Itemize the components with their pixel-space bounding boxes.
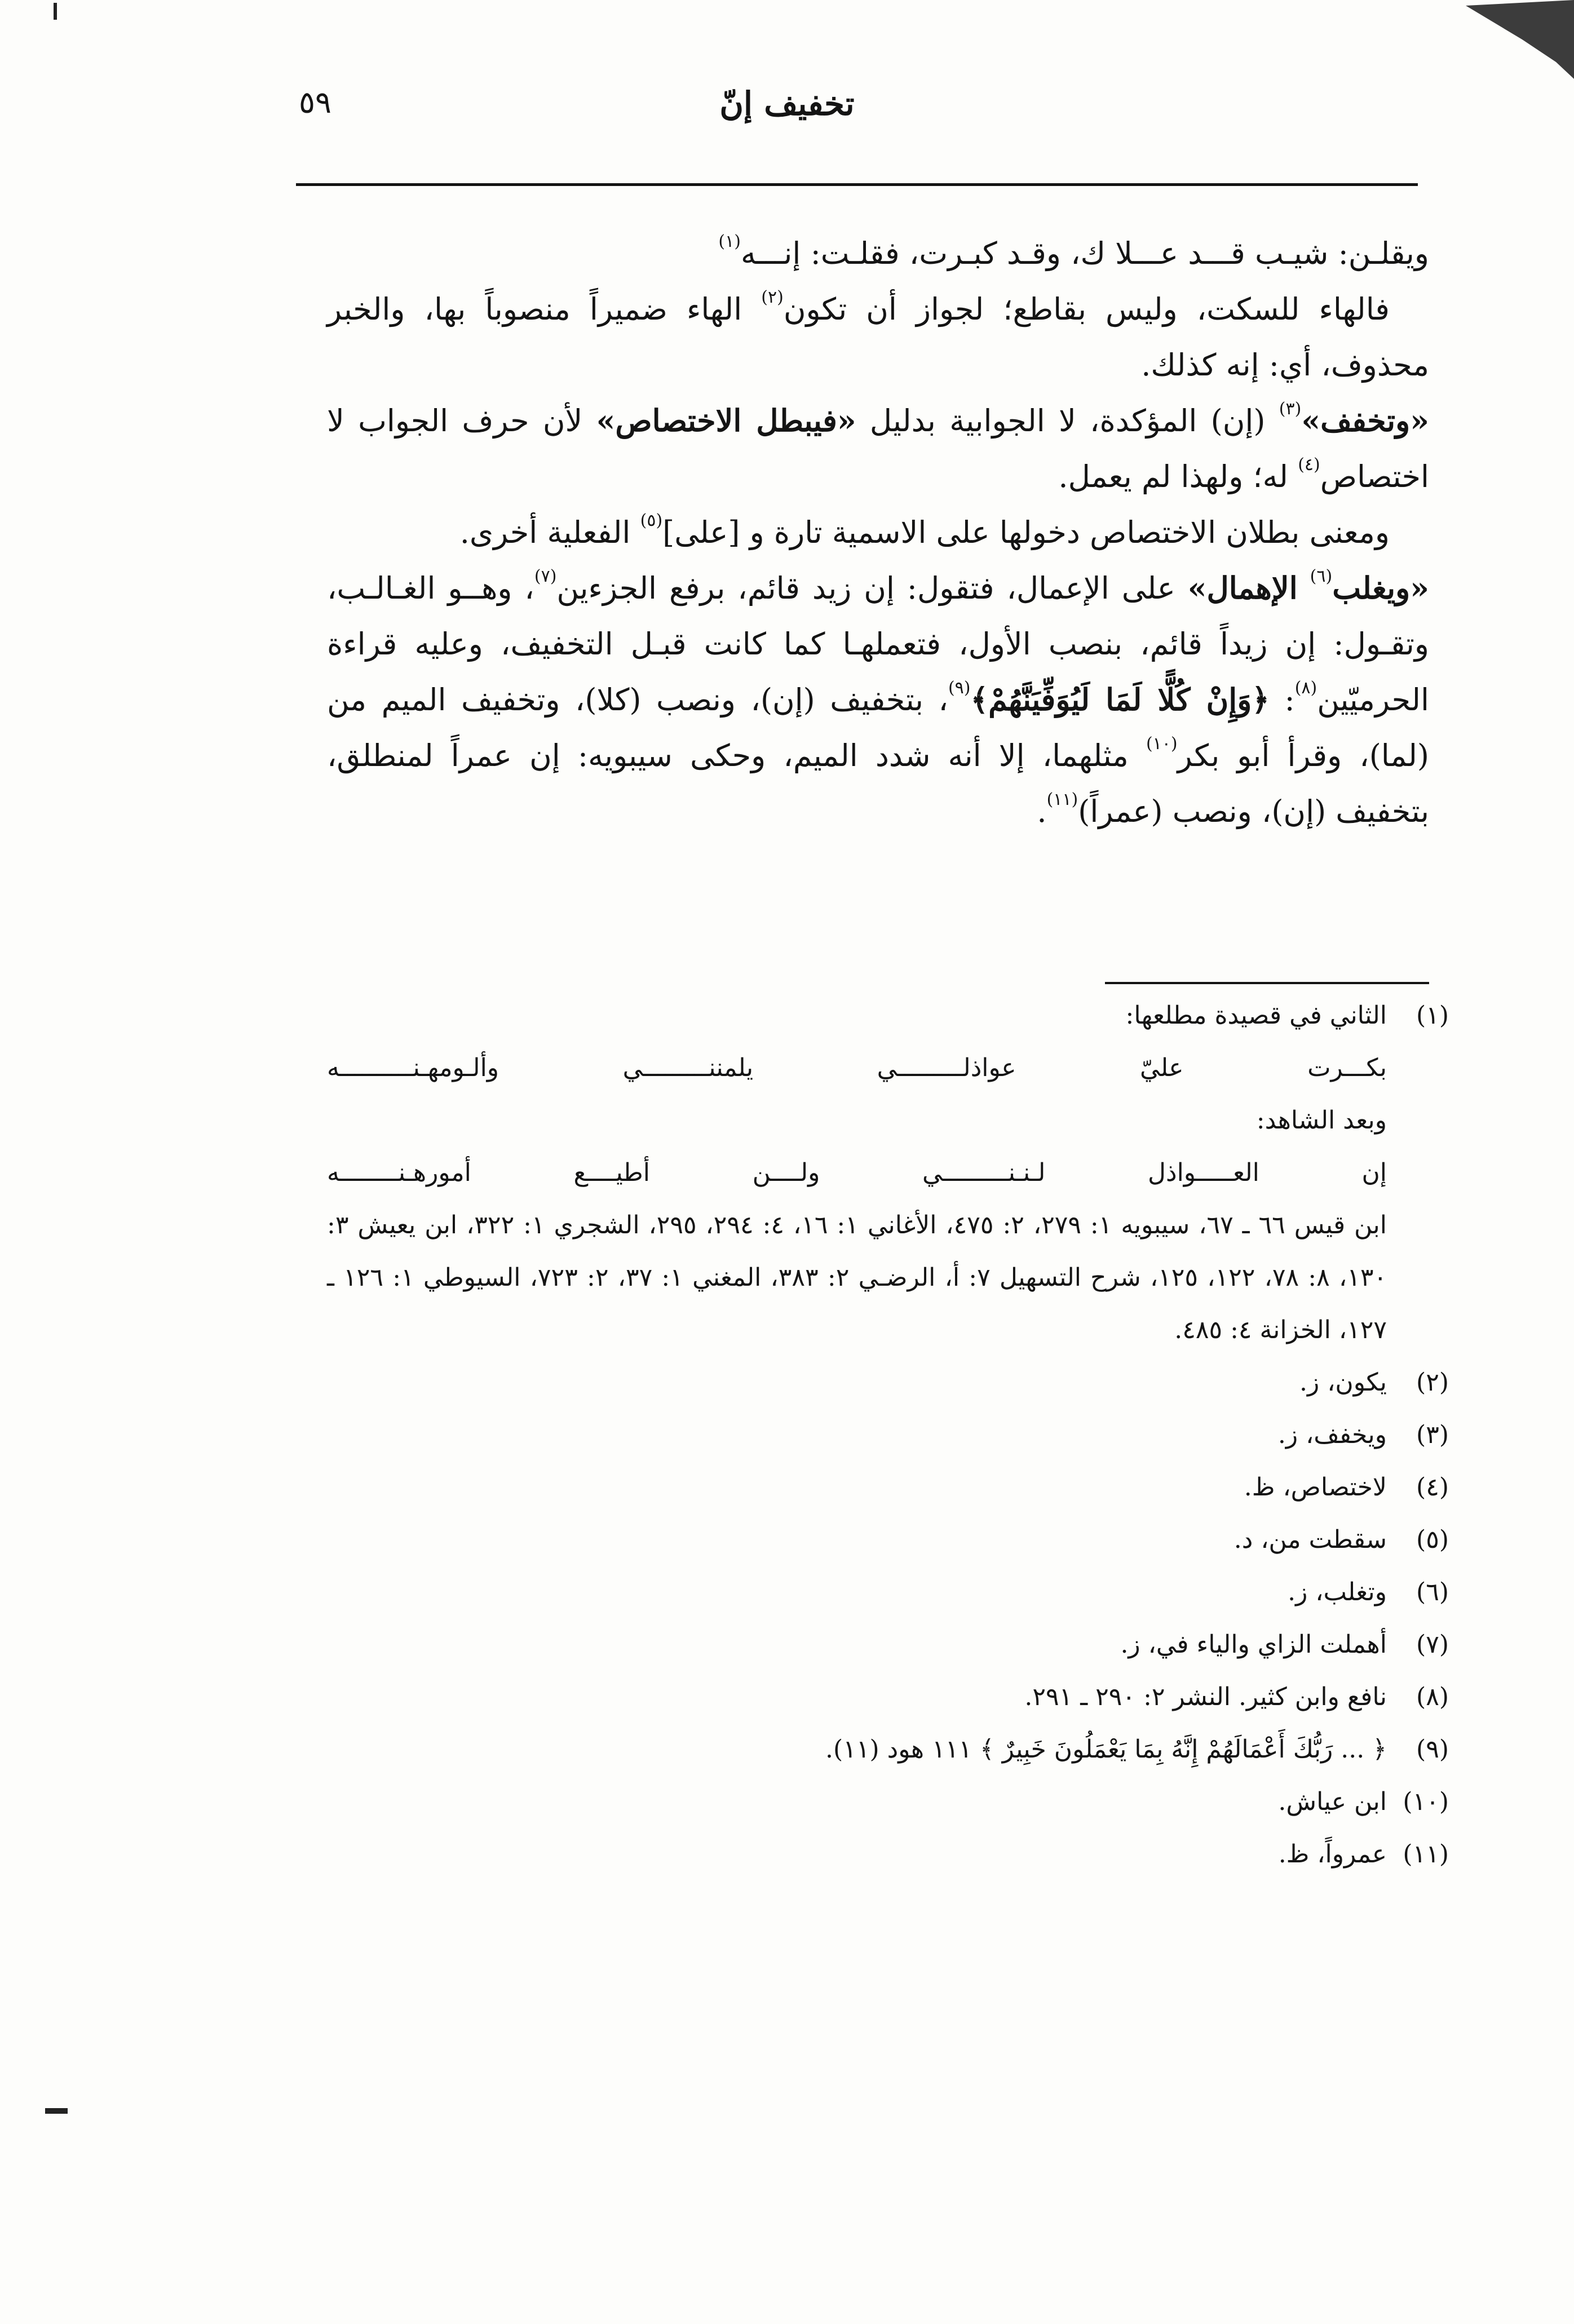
footnote-text: وتغلب، ز. — [1288, 1578, 1387, 1606]
verse-line: ويقلـن: شيـب قـــد عـــلا ك، وقـد كبـرت، فقلـت: إنـــه$^{(١)}$ — [718, 232, 1429, 271]
footnotes — [327, 989, 1449, 1880]
footnote-text: ويخفف، ز. — [1277, 1420, 1387, 1449]
footnote-text: أهملت الزاي والياء في، ز. — [1120, 1630, 1387, 1659]
matn-term: «فيبطل الاختصاص» — [596, 402, 856, 439]
footnote-ref: (١١) — [1046, 790, 1078, 809]
footnote-number: (٤) — [1416, 1473, 1449, 1502]
edge-mark — [54, 3, 57, 20]
footnote — [327, 1618, 1449, 1671]
footnote-number: (١) — [1416, 1001, 1449, 1030]
footnote-text: ﴿ ... رَبُّكَ أَعْمَالَهُمْ إِنَّهُ بِمَا يَعْمَلُونَ خَبِيرٌ ﴾ ١١١ هود (١١). — [825, 1735, 1387, 1764]
footnote-number: (٥) — [1416, 1525, 1449, 1554]
footnote-number: (٩) — [1416, 1735, 1449, 1764]
paragraph: ومعنى بطلان الاختصاص دخولها على الاسمية تارة و [على]$^{(٥)}$ الفعلية أخرى. — [459, 511, 1390, 550]
footnote-number: (٦) — [1416, 1578, 1449, 1606]
verse-word: أطيــــع — [573, 1158, 651, 1187]
matn-term: «ويغلب — [1332, 570, 1429, 606]
footnote-text: لاختصاص، ظ. — [1244, 1473, 1387, 1502]
verse-word: العـــــواذل — [1148, 1158, 1259, 1187]
poem-verse — [327, 1146, 1449, 1199]
footnote-ref: (٨) — [1294, 678, 1317, 698]
main-text — [327, 225, 1429, 839]
footnote-text: ابن عياش. — [1278, 1787, 1387, 1816]
footnote-number: (١١) — [1403, 1840, 1449, 1869]
page-number: ٥٩ — [299, 85, 332, 120]
footnote-number: (٧) — [1416, 1630, 1449, 1659]
footnote-text: نافع وابن كثير. النشر ٢: ٢٩٠ ـ ٢٩١. — [1024, 1683, 1387, 1711]
footnote-ref: (١) — [718, 232, 741, 251]
paragraph: فالهاء للسكت، وليس بقاطع؛ لجواز أن تكون$^{(٢)}$ الهاء ضميراً منصوباً بها، والخبر محذوف، أي: إنه كذلك. — [327, 287, 1429, 383]
footnote-number: (٨) — [1416, 1683, 1449, 1711]
footnote — [327, 1513, 1449, 1566]
footnote-ref: (٦) — [1310, 566, 1333, 586]
footnote — [327, 1409, 1449, 1461]
footnote — [327, 1828, 1449, 1880]
verse-word: عليّ — [1140, 1053, 1184, 1082]
verse-word: إن — [1361, 1158, 1387, 1187]
footnote-ref: (١٠) — [1146, 734, 1178, 754]
footnote-ref: (٧) — [534, 566, 557, 586]
footnote — [327, 1723, 1449, 1776]
footnote — [327, 1461, 1449, 1513]
verse-word: لـنـنـــــــــي — [922, 1158, 1046, 1187]
footnote-text: وبعد الشاهد: — [1256, 1106, 1387, 1135]
matn-term: «وتخفف» — [1301, 402, 1430, 439]
footnote-divider — [1105, 982, 1429, 984]
verse-word: عواذلـــــــــي — [877, 1053, 1016, 1082]
footnote — [327, 1776, 1449, 1828]
header-divider — [296, 183, 1418, 186]
paragraph: «ويغلب$^{(٦)}$ الإهمال» على الإعمال، فتقول: إن زيد قائم، برفع الجزءين$^{(٧)}$، وهــو الغـالـب، وتقـول: إن زيداً قائم، بنصب الأول، فتعملهـا كما كانت قبـل التخفيف، وعليه قراءة الحرميّين$^{(٨)}$: ﴿وَإِنْ كُلًّا لَمَا لَيُوَفِّيَنَّهُمْ﴾$^{(٩)}$، بتخفيف (إن)، ونصب (كلا)، وتخفيف الميم من (لما)، وقرأ أبو بكر$^{(١٠)}$ مثلهما، إلا أنه شدد الميم، وحكى سيبويه: إن عمراً لمنطلق، بتخفيف (إن)، ونصب (عمراً)$^{(١١)}$. — [327, 566, 1429, 829]
footnote-text: عمرواً، ظ. — [1278, 1840, 1387, 1869]
footnote-ref: (٤) — [1298, 455, 1320, 475]
verse-word: بكـــرت — [1307, 1053, 1387, 1082]
paragraph: «وتخفف»$^{(٣)}$ (إن) المؤكدة، لا الجوابية بدليل «فيبطل الاختصاص» لأن حرف الجواب لا اختصاص$^{(٤)}$ له؛ ولهذا لم يعمل. — [327, 399, 1430, 494]
footnote-text: سقطت من، د. — [1233, 1525, 1387, 1554]
footnote — [327, 1671, 1449, 1723]
footnote — [327, 1566, 1449, 1618]
footnote-ref: (٣) — [1279, 399, 1302, 419]
verse-word: يلمننـــــــــي — [622, 1053, 754, 1082]
citation-list: ابن قيس ٦٦ ـ ٦٧، سيبويه ١: ٢٧٩، ٢: ٤٧٥، الأغاني ١: ١٦، ٤: ٢٩٤، ٢٩٥، الشجري ١: ٣٢٢، ابن يعيش ٣: ١٣٠، ٨: ٧٨، ١٢٢، ١٢٥، شرح التسهيل ٧: أ، الرضـي ٢: ٣٨٣، المغني ١: ٣٧، ٢: ٧٢٣، السيوطي ١: ١٢٦ ـ ١٢٧، الخزانة ٤: ٤٨٥. — [327, 1211, 1387, 1344]
footnote-ref: (٩) — [948, 678, 971, 698]
footnote-ref: (٢) — [761, 287, 784, 307]
footnote — [327, 989, 1449, 1042]
footnote-ref: (٥) — [640, 511, 663, 530]
edge-mark — [45, 2108, 68, 2114]
poem-verse — [327, 1042, 1449, 1094]
footnote-text: يكون، ز. — [1299, 1368, 1387, 1397]
verse-word: وألـومهـنــــــــــه — [327, 1053, 499, 1082]
footnote-number: (٣) — [1416, 1420, 1449, 1449]
footnote-text: الثاني في قصيدة مطلعها: — [1125, 1001, 1387, 1030]
running-title: تخفيف إنّ — [719, 85, 855, 123]
corner-smudge-shape — [1466, 0, 1574, 79]
footnote — [327, 1356, 1449, 1409]
footnote-number: (١٠) — [1403, 1787, 1449, 1816]
verse-word: ولــــن — [752, 1158, 820, 1187]
footnote-number: (٢) — [1416, 1368, 1449, 1397]
verse-word: أمورهـنــــــــه — [327, 1158, 471, 1187]
quran-quote: ﴿وَإِنْ كُلًّا لَمَا لَيُوَفِّيَنَّهُمْ﴾ — [970, 681, 1270, 718]
matn-term: الإهمال» — [1187, 570, 1298, 606]
